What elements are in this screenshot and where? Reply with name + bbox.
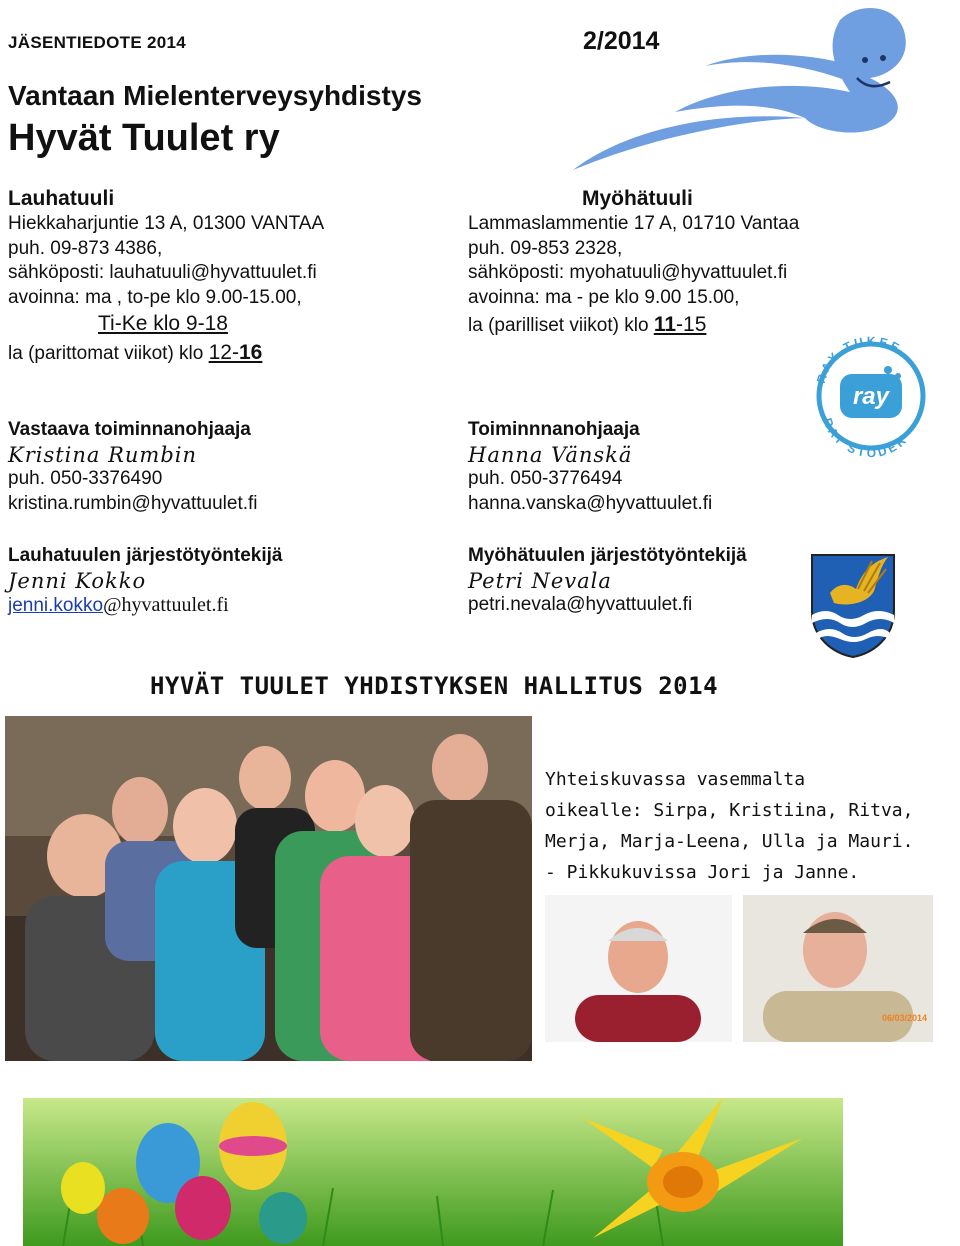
contact-role: Lauhatuulen järjestötyöntekijä — [8, 545, 283, 566]
ray-bottom-text: RAY STÖDER — [820, 416, 911, 461]
lauhatuuli-info — [8, 186, 428, 369]
contact-left-2 — [8, 544, 448, 619]
contact-phone: puh. 050-3376490 — [8, 468, 163, 489]
contact-left-1 — [8, 418, 448, 516]
contact-phone: puh. 050-3776494 — [468, 468, 623, 489]
contact-role: Myöhätuulen järjestötyöntekijä — [468, 545, 747, 566]
saturday-end: 15 — [683, 313, 707, 336]
contact-email — [8, 593, 448, 619]
contact-name: Kristina Rumbin — [8, 442, 198, 467]
contact-role: Vastaava toiminnanohjaaja — [8, 419, 251, 440]
myohatuuli-address: Lammaslammentie 17 A, 01710 Vantaa — [468, 213, 800, 234]
wind-logo — [565, 0, 925, 175]
email-domain: @hyvattuulet.fi — [103, 594, 229, 616]
issue-number: 2/2014 — [583, 27, 660, 55]
newsletter-label: JÄSENTIEDOTE 2014 — [8, 33, 186, 52]
saturday-time — [654, 313, 707, 336]
myohatuuli-hours: avoinna: ma - pe klo 9.00 15.00, — [468, 286, 740, 308]
caption-line: - Pikkukuvissa Jori ja Janne. — [545, 862, 860, 883]
saturday-prefix: la (parilliset viikot) klo — [468, 315, 654, 336]
saturday-prefix: la (parittomat viikot) klo — [8, 343, 209, 364]
myohatuuli-title: Myöhätuuli — [582, 187, 693, 210]
myohatuuli-info — [468, 186, 888, 341]
org-name: Vantaan Mielenterveysyhdistys — [8, 80, 422, 111]
contact-role: Toiminnnanohjaaja — [468, 419, 640, 440]
caption-line: oikealle: Sirpa, Kristiina, Ritva, — [545, 800, 914, 821]
lauhatuuli-hours: avoinna: ma , to-pe klo 9.00-15.00, — [8, 286, 302, 308]
ray-center-text: ray — [852, 383, 890, 410]
board-caption — [545, 764, 945, 888]
saturday-start: 11 — [653, 313, 677, 336]
lauhatuuli-phone: puh. 09-873 4386, — [8, 237, 163, 259]
photo-date-stamp: 06/03/2014 — [881, 1013, 927, 1023]
contact-email: petri.nevala@hyvattuulet.fi — [468, 594, 693, 615]
contact-right-1 — [468, 416, 911, 516]
saturday-start: 12- — [208, 341, 239, 364]
myohatuuli-phone: puh. 09-853 2328, — [468, 237, 623, 259]
saturday-end: 16 — [238, 341, 263, 364]
lauhatuuli-saturday — [8, 338, 428, 369]
brand-name: Hyvät Tuulet ry — [8, 117, 280, 159]
vantaa-coat-of-arms — [808, 553, 898, 659]
saturday-dash: - — [676, 313, 684, 336]
lauhatuuli-email: sähköposti: lauhatuuli@hyvattuulet.fi — [8, 262, 317, 283]
small-photo-jori — [545, 895, 732, 1042]
contact-email: kristina.rumbin@hyvattuulet.fi — [8, 492, 258, 514]
caption-line: Merja, Marja-Leena, Ulla ja Mauri. — [545, 831, 914, 852]
group-photo — [5, 716, 532, 1061]
contact-name: Jenni Kokko — [8, 568, 147, 593]
lauhatuuli-title: Lauhatuuli — [8, 187, 115, 210]
saturday-time — [209, 341, 263, 364]
contact-name: Petri Nevala — [468, 568, 612, 593]
lauhatuuli-address: Hiekkaharjuntie 13 A, 01300 VANTAA — [8, 213, 325, 234]
easter-banner — [23, 1098, 843, 1246]
small-photo-janne — [743, 895, 933, 1042]
contact-email: hanna.vanska@hyvattuulet.fi — [468, 492, 713, 514]
email-link[interactable]: jenni.kokko — [8, 595, 104, 616]
myohatuuli-email: sähköposti: myohatuuli@hyvattuulet.fi — [468, 262, 788, 283]
ray-top-text: RAY TUKEE — [813, 333, 905, 385]
caption-line: Yhteiskuvassa vasemmalta — [545, 769, 806, 790]
board-title: HYVÄT TUULET YHDISTYKSEN HALLITUS 2014 — [149, 672, 719, 700]
contact-name: Hanna Vänskä — [468, 442, 633, 467]
lauhatuuli-hours-extended: Ti-Ke klo 9-18 — [98, 312, 228, 335]
